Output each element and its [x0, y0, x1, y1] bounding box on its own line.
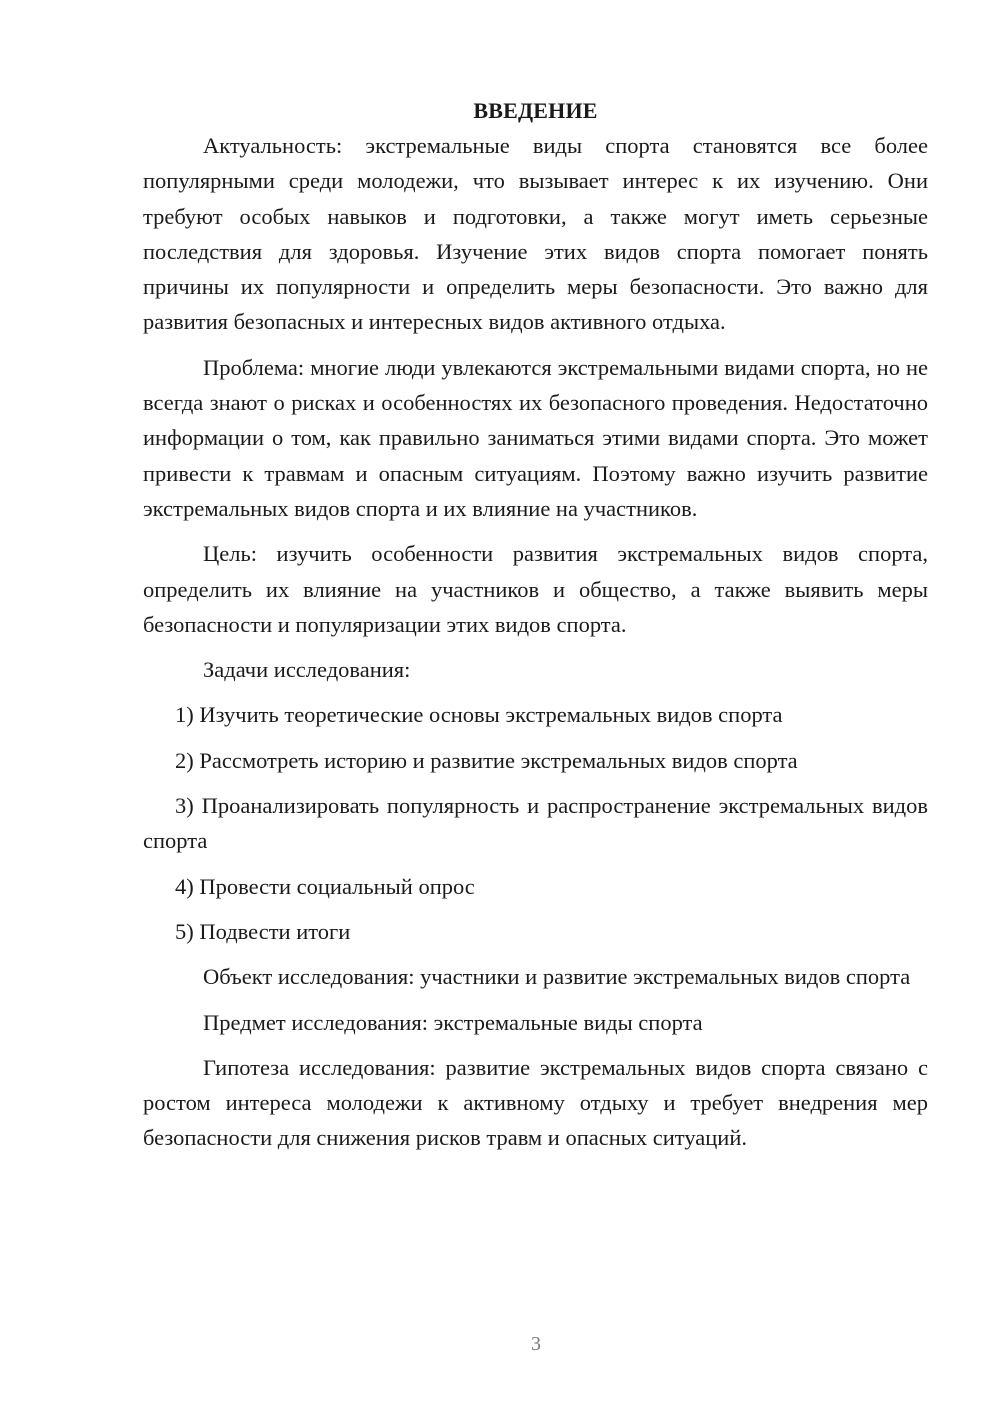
paragraph-object: Объект исследования: участники и развитие экстремальных видов спорта	[203, 964, 911, 990]
list-item: 5) Подвести итоги	[175, 918, 351, 944]
tasks-list	[143, 697, 928, 949]
paragraph-relevance: Актуальность: экстремальные виды спорта становятся все более популярными среди молодежи, что вызывает интерес к их изучению. Они требуют особых навыков и подготовки, а также могут иметь серьезные последствия для здоровья. Изучение этих видов спорта помогает понять причины их популярности и определить меры безопасности. Это важно для развития безопасных и интересных видов активного отдыха.	[143, 133, 928, 335]
list-item: 4) Провести социальный опрос	[175, 873, 475, 899]
paragraph-problem: Проблема: многие люди увлекаются экстремальными видами спорта, но не всегда знают о рисках и особенностях их безопасного проведения. Недостаточно информации о том, как правильно заниматься этими видами спорта. Это может привести к травмам и опасным ситуациям. Поэтому важно изучить развитие экстремальных видов спорта и их влияние на участников.	[143, 354, 928, 521]
paragraph-hypothesis: Гипотеза исследования: развитие экстремальных видов спорта связано с ростом интереса молодежи к активному отдыху и требует внедрения мер безопасности для снижения рисков травм и опасных ситуаций.	[143, 1054, 928, 1151]
document-page	[143, 94, 928, 1156]
paragraph-subject: Предмет исследования: экстремальные виды спорта	[203, 1009, 703, 1035]
list-item: 1) Изучить теоретические основы экстремальных видов спорта	[175, 702, 783, 728]
list-item: 2) Рассмотреть историю и развитие экстремальных видов спорта	[175, 747, 798, 773]
page-number: 3	[531, 1333, 541, 1355]
section-title: ВВЕДЕНИЕ	[473, 98, 598, 123]
list-item: 3) Проанализировать популярность и распространение экстремальных видов спорта	[143, 793, 928, 854]
paragraph-tasks-heading: Задачи исследования:	[203, 657, 411, 683]
paragraph-goal: Цель: изучить особенности развития экстремальных видов спорта, определить их влияние на участников и общество, а также выявить меры безопасности и популяризации этих видов спорта.	[143, 541, 928, 637]
